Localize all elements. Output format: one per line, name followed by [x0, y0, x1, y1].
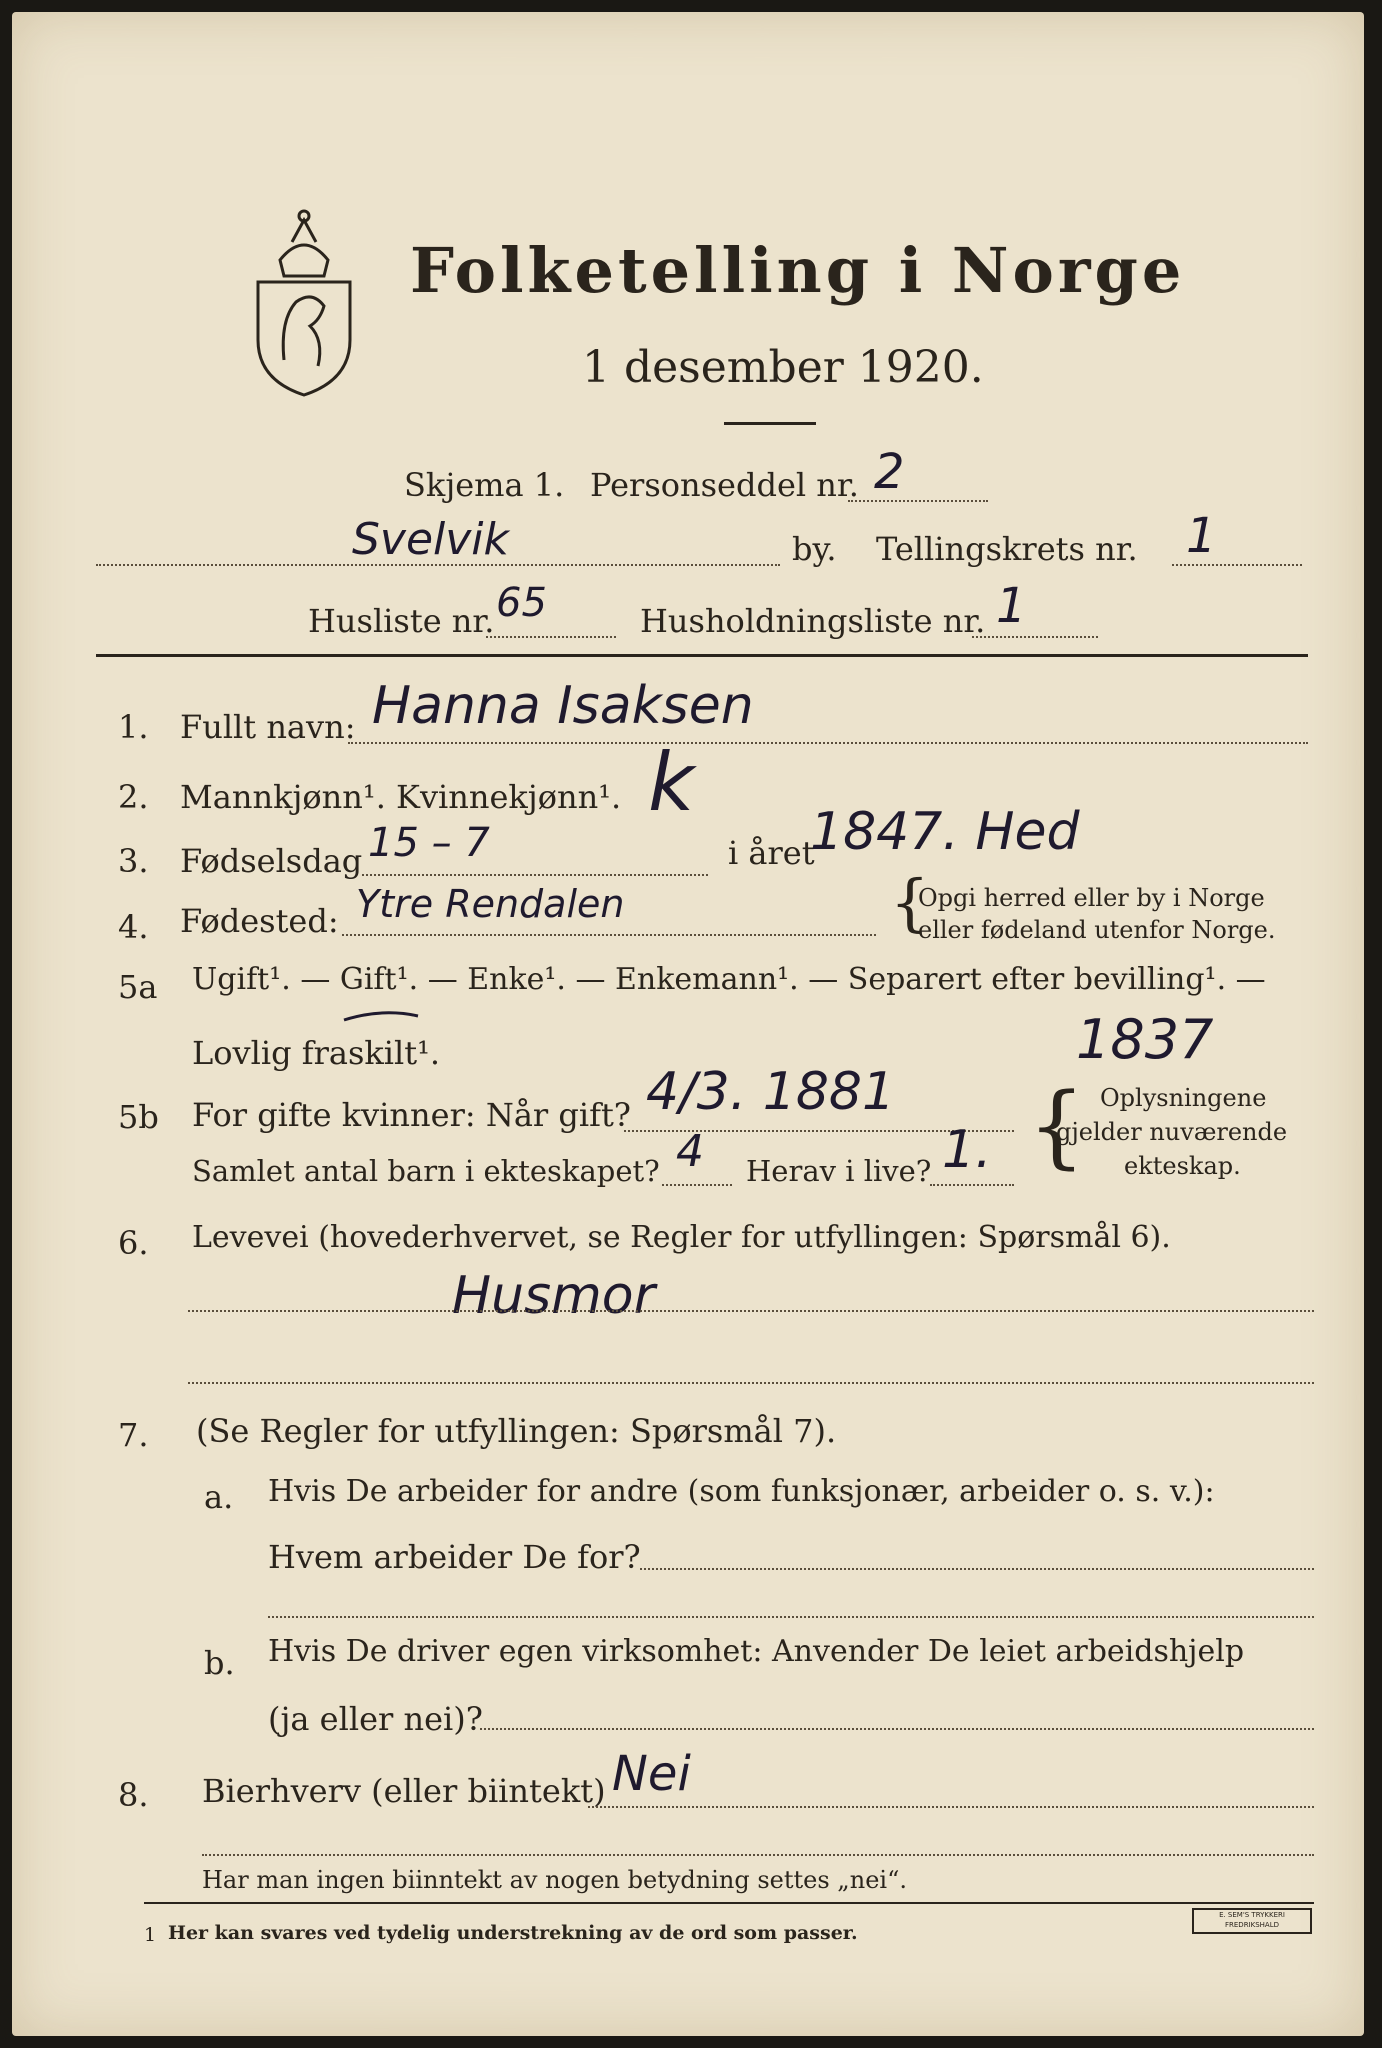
tellingskrets-label: Tellingskrets nr. [876, 530, 1138, 568]
q5b-barn-line [662, 1184, 732, 1186]
q8-label: Bierhverv (eller biintekt) [202, 1772, 606, 1810]
q1-label: Fullt navn: [180, 708, 356, 746]
q5b-live-line [930, 1184, 1014, 1186]
q5b-number: 5b [118, 1098, 159, 1136]
q3-year-label: i året [728, 834, 815, 872]
q8-value: Nei [612, 1746, 691, 1802]
q8-line-1 [588, 1806, 1314, 1808]
printer-stamp: E. SEM'S TRYKKERI FREDRIKSHALD [1192, 1908, 1312, 1934]
q2-value: k [648, 736, 695, 829]
q5b-note-3: ekteskap. [1124, 1152, 1241, 1180]
husliste-line [486, 636, 616, 638]
q7b-line [480, 1728, 1314, 1730]
by-label: by. [792, 530, 837, 568]
footnote-text: Her kan svares ved tydelig understrekning av de ord som passer. [168, 1922, 858, 1944]
q5b-live-label: Herav i live? [746, 1154, 932, 1188]
q5b-value: 4/3. 1881 [646, 1062, 896, 1122]
q5a-label-2: Lovlig fraskilt¹. [192, 1034, 441, 1072]
personseddel-value: 2 [874, 444, 905, 500]
q7a-label-2: Hvem arbeider De for? [268, 1538, 641, 1576]
form-date: 1 desember 1920. [582, 342, 984, 393]
q5b-note-2: gjelder nuværende [1056, 1118, 1288, 1146]
q2-label: Mannkjønn¹. Kvinnekjønn¹. [180, 778, 622, 816]
q5b-label: For gifte kvinner: Når gift? [192, 1096, 631, 1134]
q7a-label: Hvis De arbeider for andre (som funksjonær, arbeider o. s. v.): [268, 1474, 1215, 1509]
q6-label: Levevei (hovederhvervet, se Regler for utfyllingen: Spørsmål 6). [192, 1220, 1171, 1255]
q1-number: 1. [118, 708, 149, 746]
tellingskrets-value: 1 [1186, 508, 1217, 564]
q4-line [342, 934, 876, 936]
q4-value: Ytre Rendalen [356, 882, 625, 926]
q3-line [362, 874, 708, 876]
q5b-barn-value: 4 [676, 1126, 704, 1177]
header-divider [96, 654, 1308, 657]
by-line [96, 564, 780, 566]
q5a-number: 5a [118, 968, 158, 1006]
coat-of-arms-icon [240, 190, 368, 400]
q3-value: 15 – 7 [368, 820, 490, 866]
husholdning-line [972, 636, 1098, 638]
footer-note: Har man ingen biinntekt av nogen betydning settes „nei“. [202, 1866, 907, 1894]
q4-brace: { [890, 866, 930, 939]
tellingskrets-line [1172, 564, 1302, 566]
husliste-label: Husliste nr. [308, 602, 495, 640]
husliste-value: 65 [496, 580, 547, 626]
q6-value: Husmor [452, 1266, 655, 1326]
q7b-label-2: (ja eller nei)? [268, 1700, 483, 1738]
q7-number: 7. [118, 1416, 149, 1454]
footer-divider [144, 1902, 1314, 1904]
q8-number: 8. [118, 1776, 149, 1814]
q8-line-2 [202, 1854, 1314, 1856]
q5a-extra: 1837 [1076, 1008, 1214, 1071]
q7a-line-1 [640, 1568, 1314, 1570]
by-value: Svelvik [352, 514, 510, 565]
q7a-line-2 [268, 1616, 1314, 1618]
q5b-note-1: Oplysningene [1100, 1084, 1267, 1112]
q4-label: Fødested: [180, 902, 339, 940]
q5b-label-2: Samlet antal barn i ekteskapet? [192, 1154, 660, 1188]
q3-year-value: 1847. Hed [810, 802, 1080, 862]
q6-line-1 [188, 1310, 1314, 1312]
q3-number: 3. [118, 842, 149, 880]
husholdning-value: 1 [996, 578, 1027, 634]
q6-number: 6. [118, 1224, 149, 1262]
q1-value: Hanna Isaksen [372, 676, 754, 736]
skjema-label: Skjema 1. [404, 466, 565, 504]
q4-note-1: Opgi herred eller by i Norge [918, 884, 1265, 912]
personseddel-label: Personseddel nr. [590, 466, 859, 504]
q4-number: 4. [118, 908, 149, 946]
husholdning-label: Husholdningsliste nr. [640, 602, 986, 640]
form-title: Folketelling i Norge [410, 234, 1186, 307]
footnote-number: 1 [144, 1924, 157, 1946]
personseddel-line [848, 500, 988, 502]
q5b-brace: { [1028, 1074, 1086, 1179]
q7-label: (Se Regler for utfyllingen: Spørsmål 7). [196, 1412, 837, 1450]
census-form [12, 12, 1364, 2036]
q7b-letter: b. [204, 1644, 235, 1682]
q7a-letter: a. [204, 1478, 234, 1516]
q3-label: Fødselsdag [180, 842, 363, 880]
q5b-live-value: 1. [942, 1120, 992, 1180]
title-divider [724, 422, 816, 425]
q5a-label: Ugift¹. — Gift¹. — Enke¹. — Enkemann¹. — Separert efter bevilling¹. — [192, 962, 1266, 997]
q2-number: 2. [118, 778, 149, 816]
q1-line [348, 742, 1308, 744]
q7b-label: Hvis De driver egen virksomhet: Anvender De leiet arbeidshjelp [268, 1634, 1245, 1669]
q5a-gift-underline [342, 1006, 422, 1026]
q4-note-2: eller fødeland utenfor Norge. [918, 916, 1276, 944]
q6-line-2 [188, 1382, 1314, 1384]
